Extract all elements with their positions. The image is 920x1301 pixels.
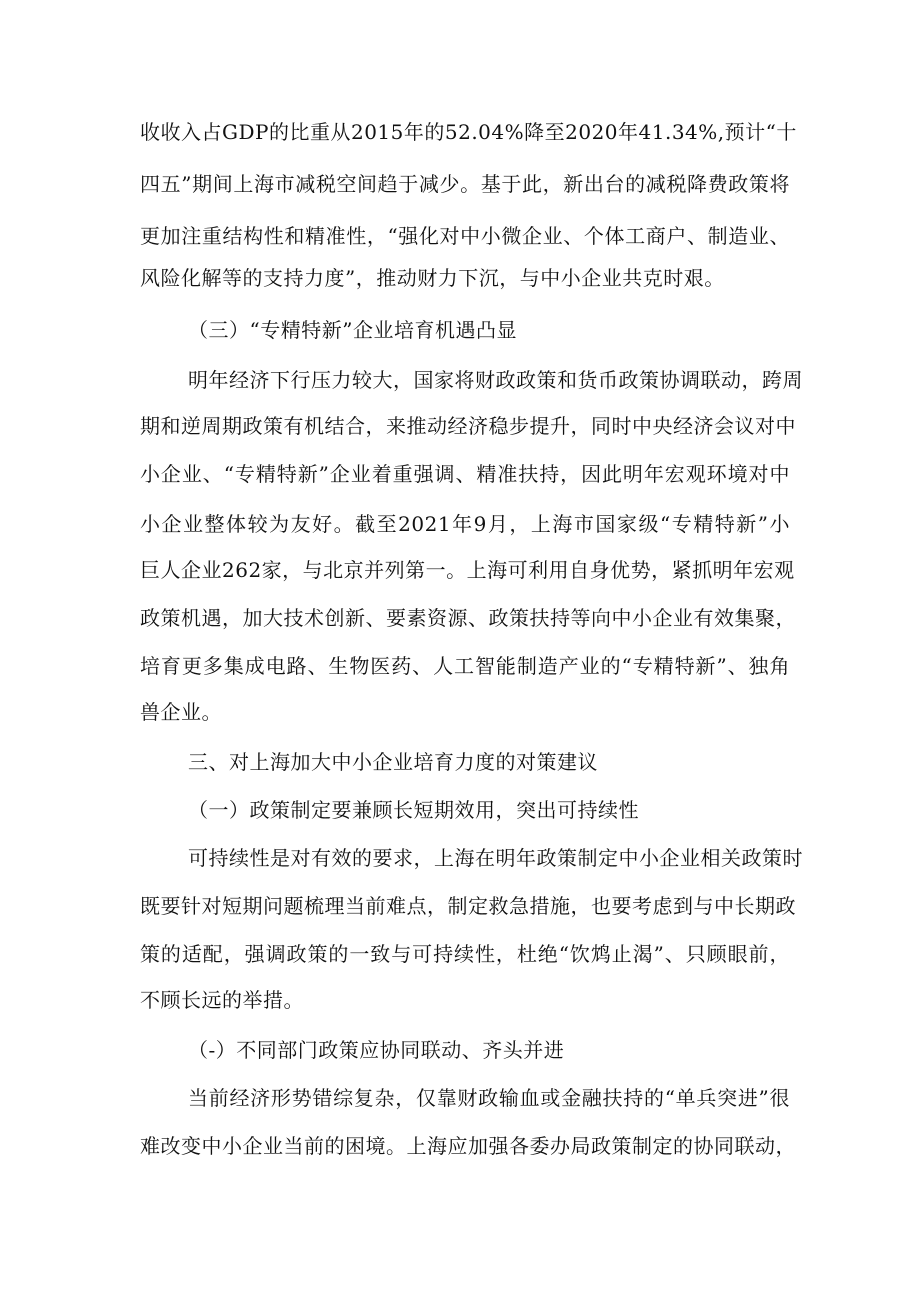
section-subheading: （-）不同部门政策应协同联动、齐头并进 <box>188 1038 565 1062</box>
paragraph-line: 更加注重结构性和精准性，“强化对中小微企业、个体工商户、制造业、 <box>140 224 790 248</box>
paragraph-line: 当前经济形势错综复杂，仅靠财政输血或金融扶持的“单兵突进”很 <box>188 1086 790 1110</box>
paragraph-line: 四五”期间上海市减税空间趋于减少。基于此，新出台的减税降费政策将 <box>140 172 790 196</box>
paragraph-line: 培育更多集成电路、生物医药、人工智能制造产业的“专精特新”、独角 <box>140 654 790 678</box>
paragraph-line: 策的适配，强调政策的一致与可持续性，杜绝“饮鸩止渴”、只顾眼前， <box>140 942 790 966</box>
paragraph-line: 风险化解等的支持力度”，推动财力下沉，与中小企业共克时艰。 <box>140 266 725 290</box>
paragraph-line: 兽企业。 <box>140 700 222 724</box>
paragraph-line: 政策机遇，加大技术创新、要素资源、政策扶持等向中小企业有效集聚， <box>140 606 796 630</box>
paragraph-line: 可持续性是对有效的要求，上海在明年政策制定中小企业相关政策时 <box>188 846 803 870</box>
section-subheading: （一）政策制定要兼顾长短期效用，突出可持续性 <box>188 798 639 822</box>
paragraph-line: 期和逆周期政策有机结合，来推动经济稳步提升，同时中央经济会议对中 <box>140 414 796 438</box>
paragraph-line: 小企业、“专精特新”企业着重强调、精准扶持，因此明年宏观环境对中 <box>140 462 790 486</box>
paragraph-line: 不顾长远的举措。 <box>140 988 304 1012</box>
section-heading: 三、对上海加大中小企业培育力度的对策建议 <box>188 750 598 774</box>
paragraph-line: 小企业整体较为友好。截至2021年9月，上海市国家级“专精特新”小 <box>140 512 790 536</box>
paragraph-line: 既要针对短期问题梳理当前难点，制定救急措施，也要考虑到与中长期政 <box>140 894 796 918</box>
section-subheading: （三）“专精特新”企业培育机遇凸显 <box>188 318 517 342</box>
paragraph-line: 明年经济下行压力较大，国家将财政政策和货币政策协调联动，跨周 <box>188 368 803 392</box>
paragraph-line: 难改变中小企业当前的困境。上海应加强各委办局政策制定的协同联动， <box>140 1134 796 1158</box>
paragraph-line: 收收入占GDP的比重从2015年的52.04%降至2020年41.34%,预计“十 <box>140 120 797 144</box>
paragraph-line: 巨人企业262家，与北京并列第一。上海可利用自身优势，紧抓明年宏观 <box>140 558 795 582</box>
